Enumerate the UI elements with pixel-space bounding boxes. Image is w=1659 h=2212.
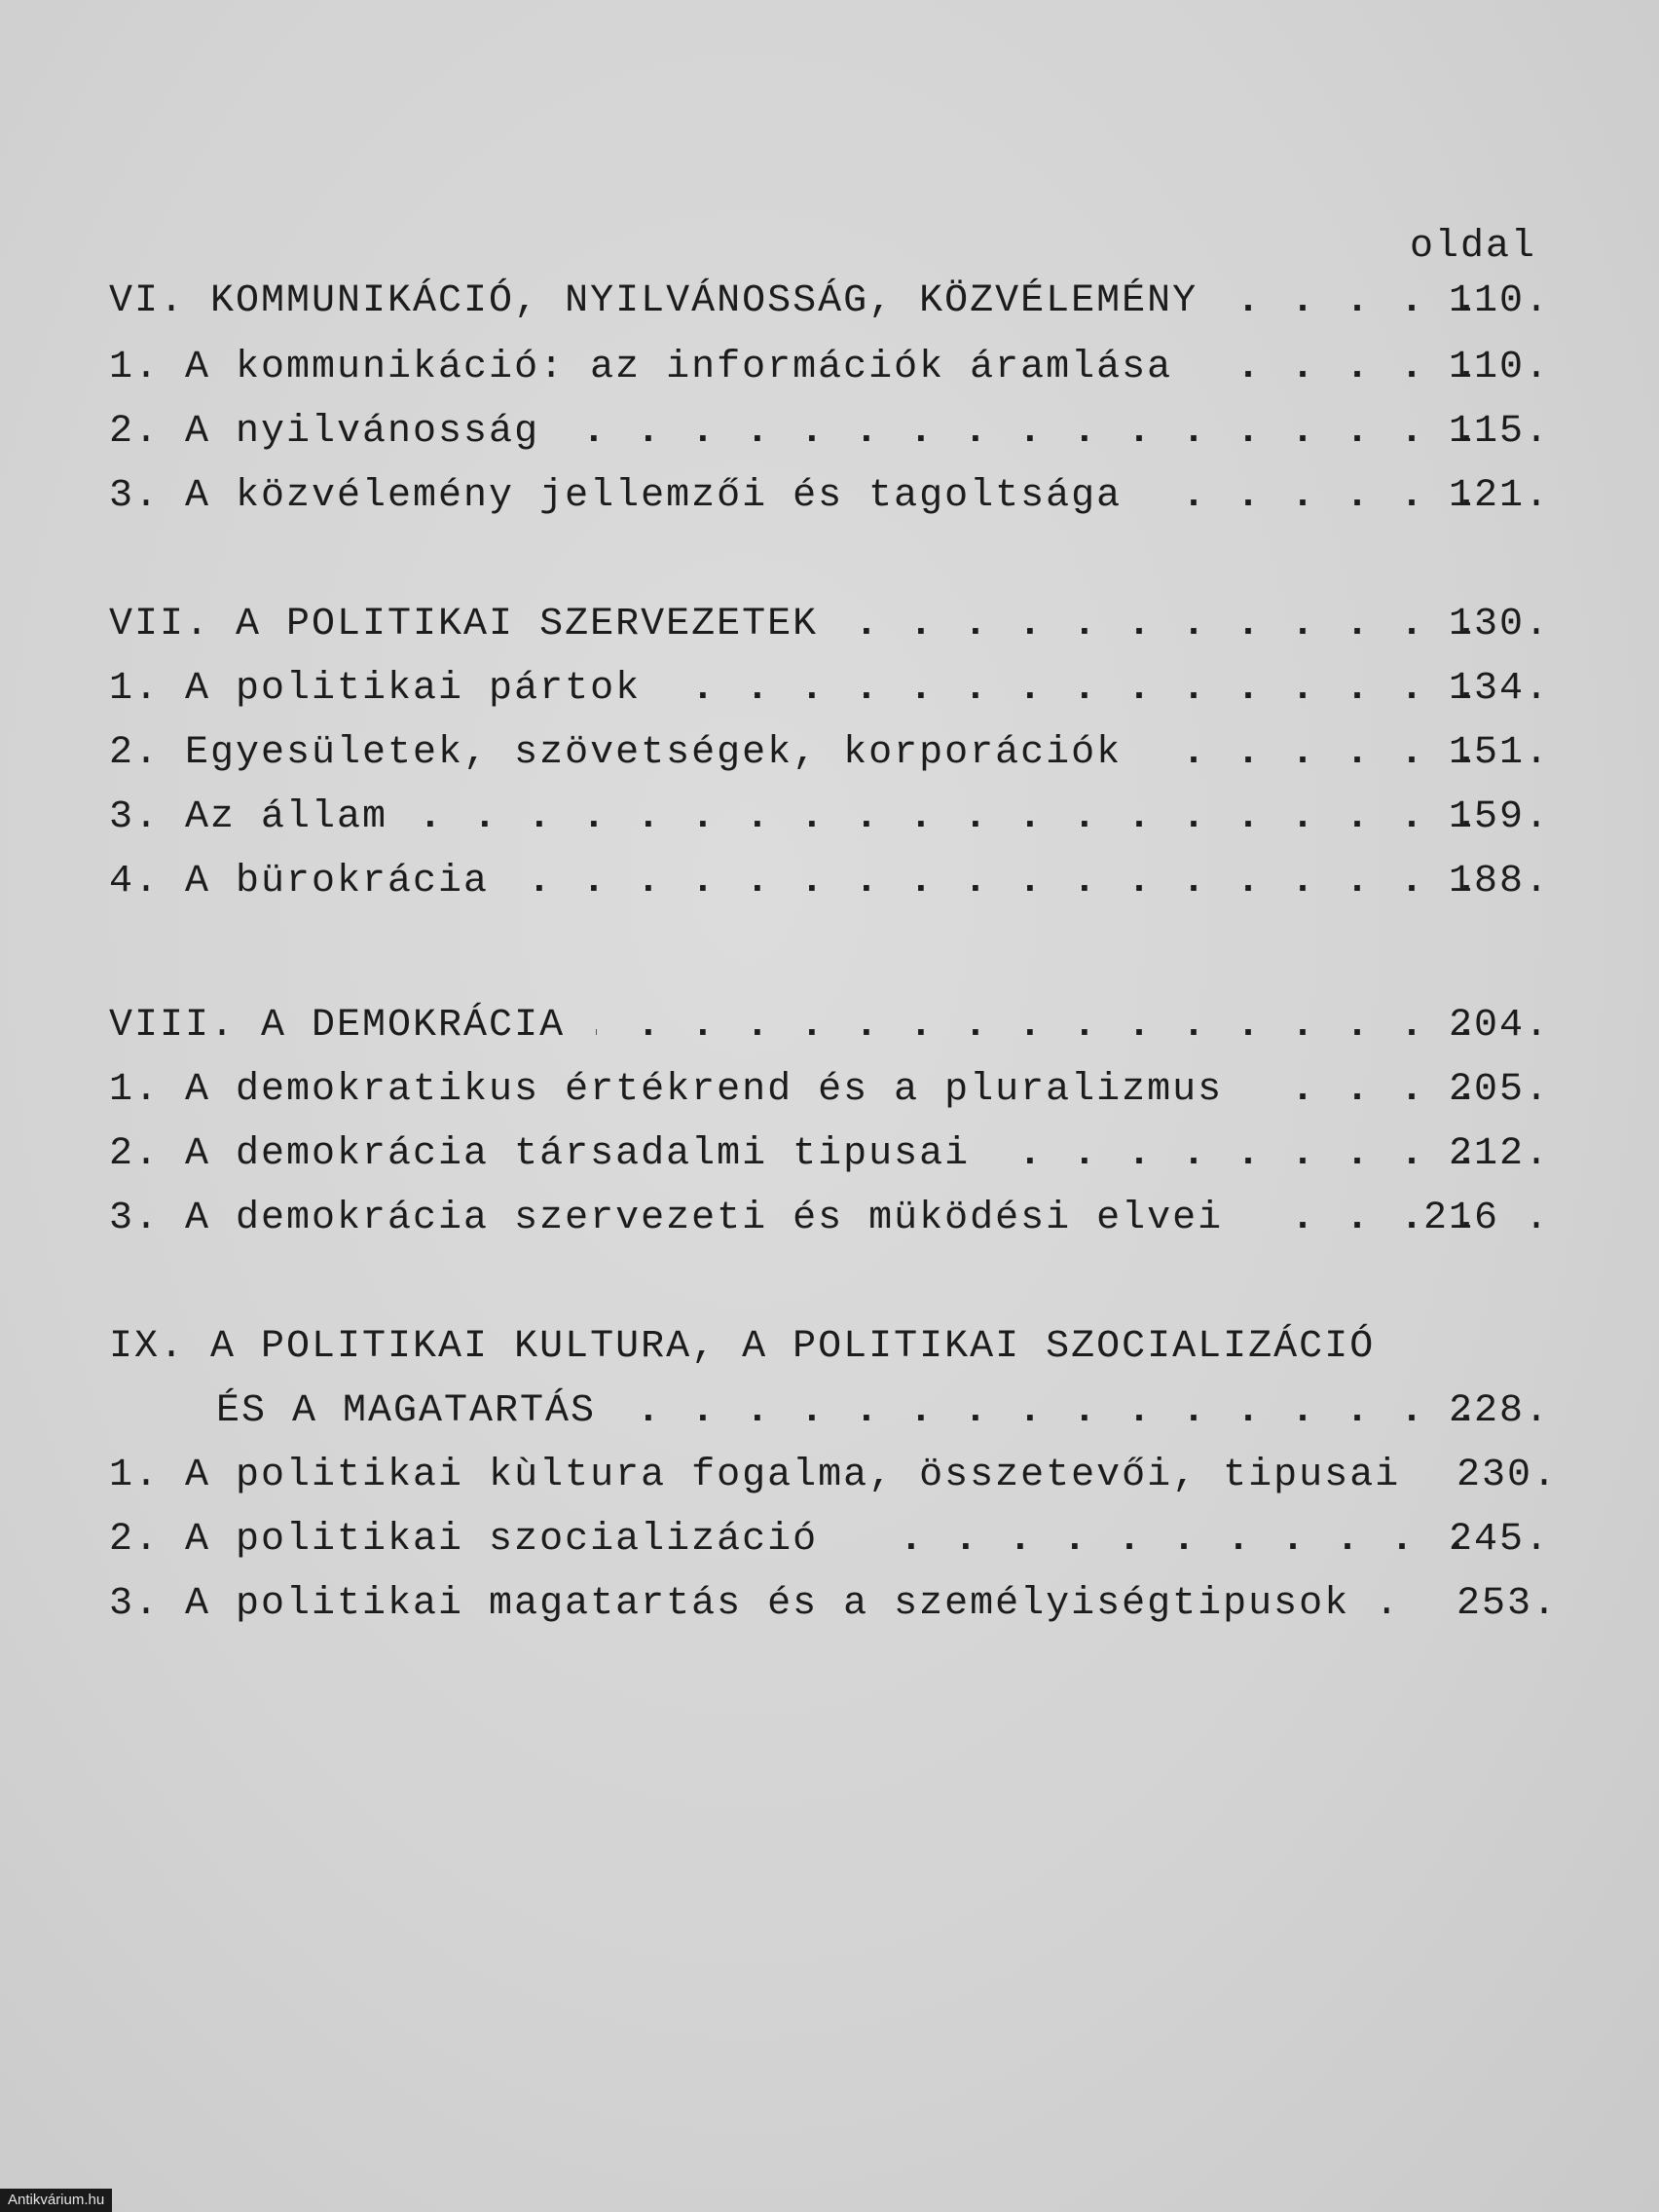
toc-page-number-row	[1402, 1573, 1558, 1636]
toc-page-number: 121.	[1448, 474, 1550, 518]
toc-page-number: 134.	[1448, 667, 1550, 711]
toc-item	[109, 1573, 1550, 1636]
toc-heading-vii	[109, 594, 1550, 656]
toc-heading-viii	[109, 995, 1550, 1057]
toc-item	[109, 1124, 1550, 1186]
toc-item-text: 3. A politikai magatartás és a személyiségtipusok .	[109, 1582, 1401, 1626]
toc-page-number: 230.	[1456, 1454, 1558, 1497]
toc-page-number: 245.	[1448, 1518, 1550, 1562]
toc-item-text: 1. A demokratikus értékrend és a pluralizmus	[109, 1068, 1224, 1112]
toc-item	[109, 465, 1550, 528]
toc-item	[109, 851, 1550, 913]
toc-item	[109, 787, 1550, 849]
dot-leader	[1219, 337, 1482, 399]
toc-item-text: 1. A kommunikáció: az információk áramlása	[109, 346, 1173, 389]
toc-item-text: 2. Egyesületek, szövetségek, korporációk	[109, 731, 1123, 775]
toc-item-text: 3. A közvélemény jellemzői és tagoltsága	[109, 474, 1123, 518]
dot-leader	[596, 995, 1482, 1057]
dot-leader	[1238, 271, 1482, 333]
toc-page-number: 110.	[1448, 346, 1550, 389]
dot-leader	[421, 787, 1482, 849]
toc-heading-text: ÉS A MAGATARTÁS	[216, 1389, 597, 1433]
toc-heading-text: VII. A POLITIKAI SZERVEZETEK	[109, 603, 819, 646]
toc-page-number: 205.	[1448, 1068, 1550, 1112]
toc-item	[109, 401, 1550, 463]
toc-heading-vi	[109, 271, 1550, 333]
toc-page-number: 212.	[1448, 1132, 1550, 1176]
toc-page-number: 216 .	[1422, 1197, 1550, 1240]
toc-page-number: 130.	[1448, 603, 1550, 646]
dot-leader	[868, 1509, 1472, 1571]
toc-item-text: 1. A politikai kùltura fogalma, összetevői, tipusai	[109, 1454, 1401, 1497]
toc-item	[109, 1509, 1550, 1571]
toc-item	[109, 658, 1550, 720]
toc-item-text: 2. A demokrácia társadalmi tipusai	[109, 1132, 971, 1176]
page-column-label: oldal	[1410, 225, 1537, 269]
toc-page-number: 253.	[1456, 1582, 1558, 1626]
site-watermark: Antikvárium.hu	[0, 2189, 112, 2212]
toc-heading-ix	[109, 1316, 1550, 1379]
toc-page-number: 159.	[1448, 795, 1550, 839]
dot-leader	[1180, 465, 1482, 528]
dot-leader	[849, 594, 1482, 656]
toc-item	[109, 722, 1550, 785]
toc-item	[109, 1445, 1550, 1507]
toc-page-number: 110.	[1448, 279, 1550, 323]
toc-item-text: 2. A politikai szocializáció	[109, 1518, 819, 1562]
dot-leader	[1014, 1124, 1482, 1186]
toc-item	[109, 1059, 1550, 1122]
toc-page-number: 188.	[1448, 860, 1550, 903]
dot-leader	[567, 401, 1482, 463]
toc-page-number: 204.	[1448, 1004, 1550, 1048]
dot-leader	[1170, 722, 1482, 785]
toc-page-number: 151.	[1448, 731, 1550, 775]
toc-heading-text: VI. KOMMUNIKÁCIÓ, NYILVÁNOSSÁG, KÖZVÉLEMÉNY	[109, 279, 1198, 323]
toc-item	[109, 337, 1550, 399]
dot-leader	[625, 1381, 1482, 1443]
toc-item-text: 3. A demokrácia szervezeti és müködési elvei	[109, 1197, 1224, 1240]
toc-item-text: 2. A nyilvánosság	[109, 410, 540, 454]
toc-item-text: 1. A politikai pártok	[109, 667, 642, 711]
dot-leader	[518, 851, 1482, 913]
toc-item-text: 3. Az állam	[109, 795, 388, 839]
toc-item-text: 4. A bürokrácia	[109, 860, 490, 903]
toc-page-number: 115.	[1448, 410, 1550, 454]
toc-page-number-row	[1402, 1445, 1558, 1507]
toc-item	[109, 1188, 1550, 1250]
toc-heading-text: IX. A POLITIKAI KULTURA, A POLITIKAI SZOCIALIZÁCIÓ	[109, 1325, 1376, 1369]
toc-heading-ix-continued	[216, 1381, 1550, 1443]
toc-heading-text: VIII. A DEMOKRÁCIA	[109, 1004, 566, 1048]
dot-leader	[693, 658, 1482, 720]
toc-page-number: 228.	[1448, 1389, 1550, 1433]
